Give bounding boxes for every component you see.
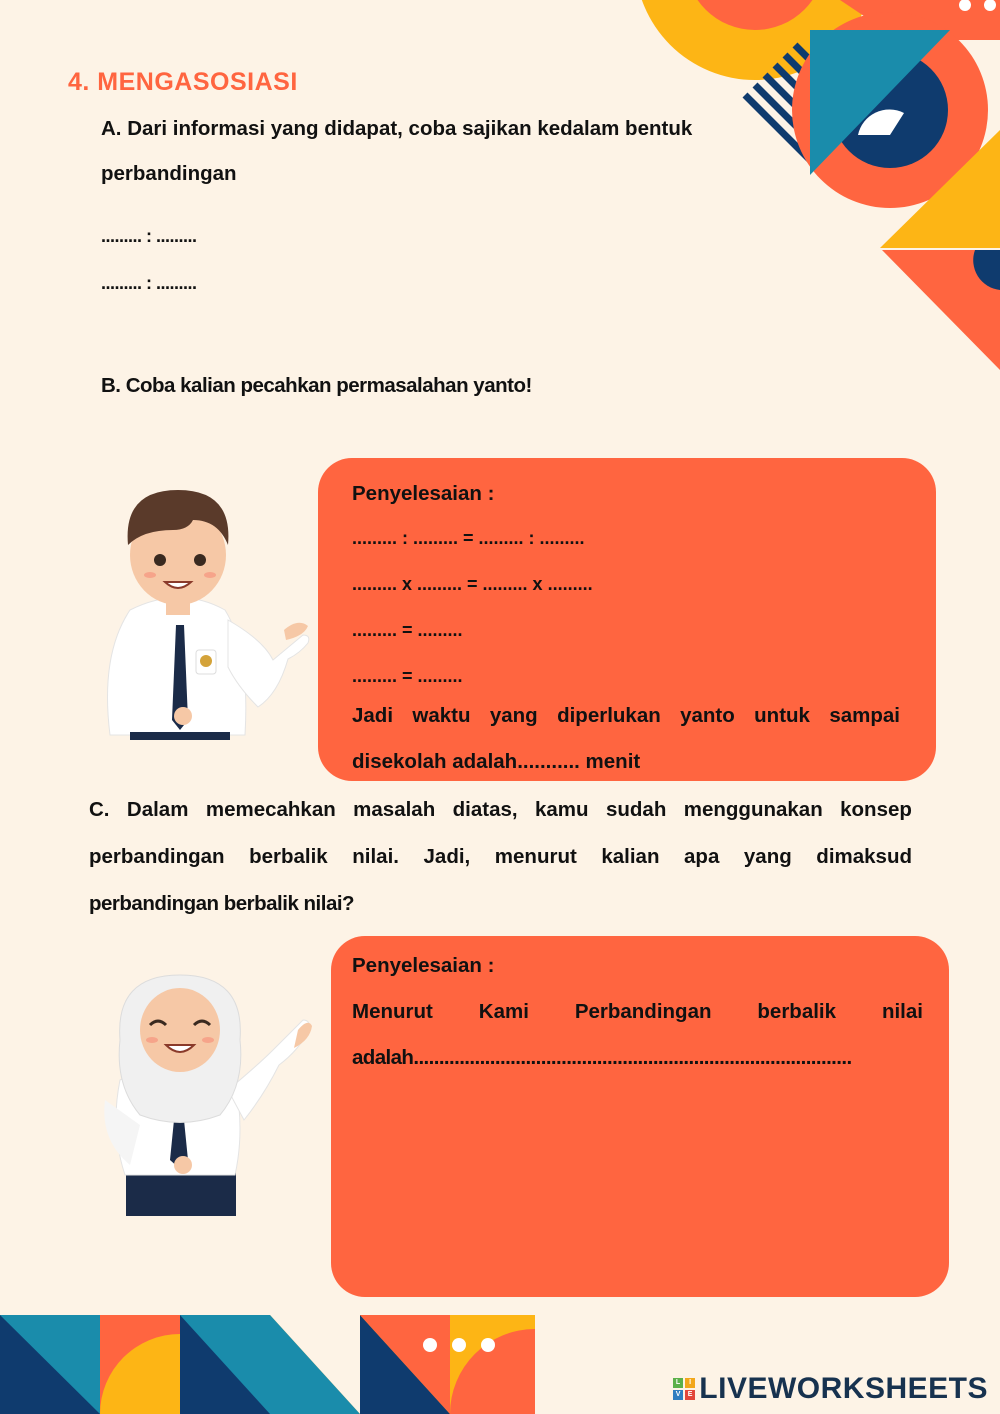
- word: Perbandingan: [574, 1000, 712, 1023]
- word: menurut: [494, 845, 577, 868]
- answer-blank[interactable]: adalah......................................................................................: [352, 1046, 852, 1069]
- word: Dalam: [126, 798, 189, 821]
- word: kamu: [535, 798, 589, 821]
- logo-letter: I: [685, 1378, 695, 1388]
- word: perbandingan: [89, 845, 225, 868]
- logo-letter: L: [673, 1378, 683, 1388]
- word: memecahkan: [205, 798, 336, 821]
- question-c-line-3: perbandingan berbalik nilai?: [89, 892, 355, 915]
- word: menggunakan: [683, 798, 823, 821]
- word: nilai: [881, 1000, 923, 1023]
- word: yanto: [680, 704, 735, 727]
- liveworksheets-watermark: [673, 1372, 988, 1406]
- word: waktu: [412, 704, 471, 727]
- question-c-line-1: [89, 798, 912, 822]
- bottom-geometric-pattern: [0, 1315, 535, 1414]
- equation-blank-4[interactable]: ......... = .........: [352, 666, 463, 686]
- equation-blank-2[interactable]: ......... x ......... = ......... x .........: [352, 574, 593, 594]
- girl-student-illustration: [104, 975, 312, 1216]
- question-a-line-1: A. Dari informasi yang didapat, coba sajikan kedalam bentuk: [101, 117, 693, 140]
- logo-letter: E: [685, 1390, 695, 1400]
- word: yang: [489, 704, 538, 727]
- word: C.: [89, 798, 110, 821]
- watermark-text: LIVEWORKSHEETS: [699, 1372, 988, 1405]
- word: Kami: [478, 1000, 529, 1023]
- word: sampai: [829, 704, 900, 727]
- question-c-line-2: [89, 845, 912, 869]
- logo-letter: V: [673, 1390, 683, 1400]
- word: berbalik: [757, 1000, 837, 1023]
- equation-blank-3[interactable]: ......... = .........: [352, 620, 463, 640]
- conclusion-line-2[interactable]: disekolah adalah........... menit: [352, 750, 641, 773]
- boy-student-illustration: [108, 490, 309, 740]
- word: sudah: [605, 798, 667, 821]
- word: berbalik: [249, 845, 328, 868]
- equation-blank-1[interactable]: ......... : ......... = ......... : .........: [352, 528, 585, 548]
- liveworksheets-logo-icon: [673, 1378, 695, 1400]
- word: konsep: [840, 798, 912, 821]
- top-right-geometric-pattern: [635, 0, 1000, 370]
- word: Menurut: [352, 1000, 433, 1023]
- section-heading: 4. MENGASOSIASI: [68, 68, 298, 96]
- solution-box-b: [318, 458, 936, 781]
- word: kalian: [601, 845, 660, 868]
- word: diatas,: [452, 798, 518, 821]
- ratio-blank-2[interactable]: ......... : .........: [101, 273, 197, 293]
- answer-line-1: [352, 1000, 923, 1024]
- word: yang: [743, 845, 792, 868]
- question-a-line-2: perbandingan: [101, 162, 237, 185]
- word: Jadi,: [423, 845, 471, 868]
- word: dimaksud: [816, 845, 912, 868]
- word: apa: [684, 845, 720, 868]
- conclusion-line-1: [352, 704, 900, 728]
- word: diperlukan: [557, 704, 661, 727]
- question-b-title: B. Coba kalian pecahkan permasalahan yanto!: [101, 374, 532, 397]
- solution-label: Penyelesaian :: [352, 482, 495, 505]
- solution-box-c: [331, 936, 949, 1297]
- word: nilai.: [352, 845, 399, 868]
- solution-label: Penyelesaian :: [352, 954, 495, 977]
- word: masalah: [353, 798, 436, 821]
- word: untuk: [754, 704, 810, 727]
- ratio-blank-1[interactable]: ......... : .........: [101, 226, 197, 246]
- word: Jadi: [352, 704, 394, 727]
